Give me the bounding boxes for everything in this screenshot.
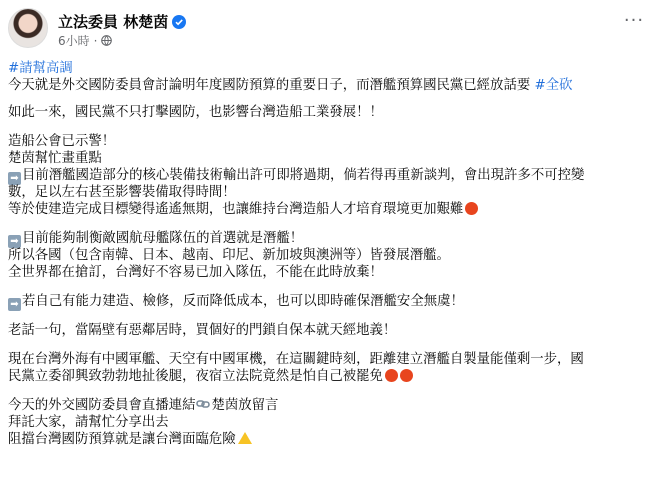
body-text: 現在台灣外海有中國軍艦、天空有中國軍機，在這關鍵時刻，距離建立潛艦自製量能僅剩一步，國: [8, 352, 584, 367]
body-text: 楚茵放留言: [211, 398, 279, 413]
body-text: 造船公會已示警！: [8, 134, 116, 149]
hashtag-link[interactable]: #全砍: [534, 78, 573, 93]
right-arrow-icon: ➡: [8, 235, 21, 248]
post-header: [8, 8, 648, 50]
angry-emoji-icon: [400, 369, 413, 382]
body-line: [8, 414, 656, 431]
hashtag-link[interactable]: #請幫高調: [8, 61, 73, 76]
body-line: [8, 397, 656, 414]
right-arrow-icon: ➡: [8, 172, 21, 185]
body-line: [8, 184, 656, 201]
meta-separator: ·: [93, 33, 98, 48]
link-emoji-icon: [196, 398, 210, 410]
post-time[interactable]: 6小時: [58, 34, 90, 48]
avatar[interactable]: [8, 8, 48, 48]
body-text: 今天的外交國防委員會直播連結: [8, 398, 196, 413]
body-text: 如此一來，國民黨不只打擊國防，也影響台灣造船工業發展！！: [8, 105, 383, 120]
hashtag-line: [8, 60, 656, 77]
body-line: [8, 322, 656, 339]
globe-icon: [101, 35, 112, 46]
body-line: [8, 264, 656, 281]
body-line: [8, 293, 656, 310]
body-line: [8, 351, 656, 368]
body-text: 老話一句，當隔壁有惡鄰居時，買個好的門鎖自保本就天經地義！: [8, 323, 397, 338]
post-meta: [58, 32, 112, 49]
warning-emoji-icon: [238, 432, 252, 444]
angry-emoji-icon: [385, 369, 398, 382]
body-text: 今天就是外交國防委員會討論明年度國防預算的重要日子，而潛艦預算國民黨已經放話要: [8, 78, 531, 93]
body-text: 民黨立委卻興致勃勃地扯後腿，夜宿立法院竟然是怕自己被罷免: [8, 369, 383, 384]
author-name[interactable]: 立法委員 林楚茵: [58, 13, 169, 31]
body-text: 阻擋台灣國防預算就是讓台灣面臨危險: [8, 432, 236, 447]
body-text: 全世界都在搶訂，台灣好不容易已加入隊伍，不能在此時放棄！: [8, 265, 383, 280]
body-line: [8, 77, 656, 94]
body-line: [8, 201, 656, 218]
body-text: 若自己有能力建造、檢修，反而降低成本，也可以即時確保潛艦安全無虞！: [22, 294, 464, 309]
body-text: 等於使建造完成目標變得遙遙無期，也讓維持台灣造船人才培育環境更加艱難: [8, 202, 464, 217]
body-line: [8, 150, 656, 167]
body-line: [8, 247, 656, 264]
body-line: [8, 133, 656, 150]
angry-emoji-icon: [465, 202, 478, 215]
more-options-button[interactable]: ···: [623, 10, 645, 31]
body-text: 數，足以左右甚至影響裝備取得時間！: [8, 185, 236, 200]
body-text: 目前潛艦國造部分的核心裝備技術輸出許可即將過期，倘若得再重新談判，會出現許多不可控變: [22, 168, 585, 183]
body-line: [8, 167, 656, 184]
body-line: [8, 104, 656, 121]
body-text: 拜託大家，請幫忙分享出去: [8, 415, 169, 430]
post-body: [8, 60, 656, 448]
body-line: [8, 368, 656, 385]
body-text: 楚茵幫忙畫重點: [8, 151, 102, 166]
body-line: [8, 431, 656, 448]
body-text: 所以各國（包含南韓、日本、越南、印尼、新加坡與澳洲等）皆發展潛艦。: [8, 248, 450, 263]
body-line: [8, 230, 656, 247]
author-line: [58, 11, 186, 32]
verified-badge-icon: [172, 15, 186, 29]
body-text: 目前能夠制衡敵國航母艦隊伍的首選就是潛艦！: [22, 231, 304, 246]
right-arrow-icon: ➡: [8, 298, 21, 311]
